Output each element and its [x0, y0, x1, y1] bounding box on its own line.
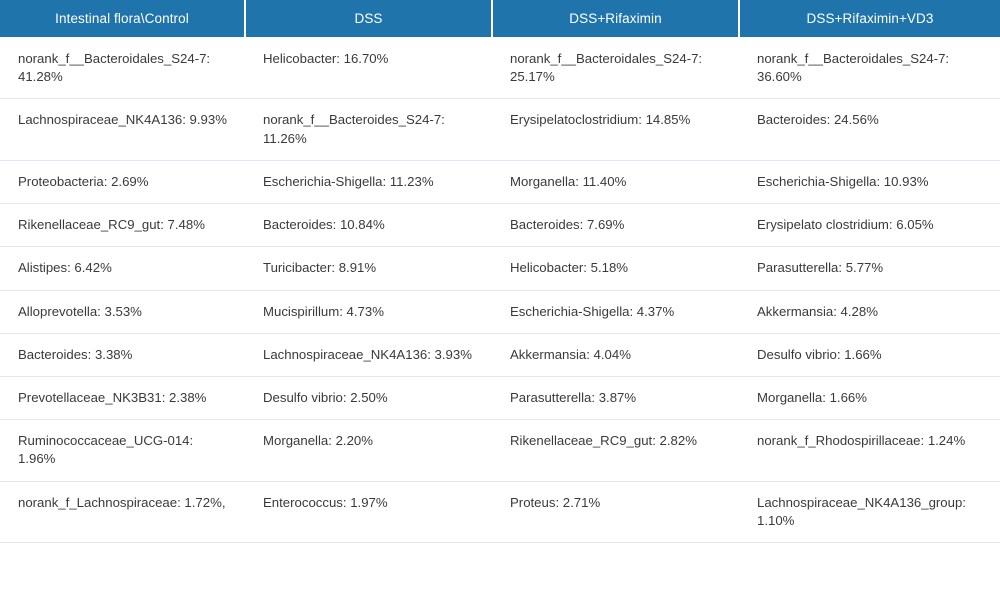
cell-dss: Helicobacter: 16.70% — [245, 38, 492, 99]
cell-dss-rifaximin: Proteus: 2.71% — [492, 481, 739, 542]
table-row — [0, 160, 1000, 203]
cell-control: Bacteroides: 3.38% — [0, 333, 245, 376]
cell-dss: norank_f__Bacteroides_S24-7: 11.26% — [245, 99, 492, 160]
table-header-row — [0, 0, 1000, 38]
cell-dss-rifaximin-vd3: Morganella: 1.66% — [739, 376, 1000, 419]
table-row — [0, 333, 1000, 376]
table-row — [0, 99, 1000, 160]
cell-dss: Lachnospiraceae_NK4A136: 3.93% — [245, 333, 492, 376]
cell-dss-rifaximin-vd3: Lachnospiraceae_NK4A136_group: 1.10% — [739, 481, 1000, 542]
cell-dss: Desulfo vibrio: 2.50% — [245, 376, 492, 419]
table-row — [0, 204, 1000, 247]
table-row — [0, 290, 1000, 333]
column-header-dss: DSS — [245, 0, 492, 38]
cell-control: norank_f_Lachnospiraceae: 1.72%, — [0, 481, 245, 542]
cell-dss: Turicibacter: 8.91% — [245, 247, 492, 290]
cell-dss-rifaximin: Bacteroides: 7.69% — [492, 204, 739, 247]
cell-dss-rifaximin-vd3: Bacteroides: 24.56% — [739, 99, 1000, 160]
table-body — [0, 38, 1000, 543]
cell-dss: Enterococcus: 1.97% — [245, 481, 492, 542]
cell-dss-rifaximin: Rikenellaceae_RC9_gut: 2.82% — [492, 420, 739, 481]
column-header-dss-rifaximin: DSS+Rifaximin — [492, 0, 739, 38]
cell-dss-rifaximin-vd3: Escherichia-Shigella: 10.93% — [739, 160, 1000, 203]
cell-dss-rifaximin-vd3: norank_f_Rhodospirillaceae: 1.24% — [739, 420, 1000, 481]
table-row — [0, 481, 1000, 542]
cell-dss-rifaximin: Parasutterella: 3.87% — [492, 376, 739, 419]
cell-control: Alistipes: 6.42% — [0, 247, 245, 290]
cell-dss-rifaximin: Erysipelatoclostridium: 14.85% — [492, 99, 739, 160]
cell-control: Ruminococcaceae_UCG-014: 1.96% — [0, 420, 245, 481]
cell-control: Prevotellaceae_NK3B31: 2.38% — [0, 376, 245, 419]
cell-dss: Escherichia-Shigella: 11.23% — [245, 160, 492, 203]
table-header — [0, 0, 1000, 38]
cell-dss: Bacteroides: 10.84% — [245, 204, 492, 247]
column-header-control: Intestinal flora\Control — [0, 0, 245, 38]
table-row — [0, 38, 1000, 99]
cell-control: Lachnospiraceae_NK4A136: 9.93% — [0, 99, 245, 160]
cell-dss-rifaximin-vd3: Desulfo vibrio: 1.66% — [739, 333, 1000, 376]
cell-dss-rifaximin: Akkermansia: 4.04% — [492, 333, 739, 376]
cell-dss-rifaximin-vd3: Parasutterella: 5.77% — [739, 247, 1000, 290]
column-header-dss-rifaximin-vd3: DSS+Rifaximin+VD3 — [739, 0, 1000, 38]
table-row — [0, 247, 1000, 290]
cell-control: norank_f__Bacteroidales_S24-7: 41.28% — [0, 38, 245, 99]
cell-dss: Morganella: 2.20% — [245, 420, 492, 481]
cell-control: Alloprevotella: 3.53% — [0, 290, 245, 333]
cell-dss-rifaximin: Helicobacter: 5.18% — [492, 247, 739, 290]
cell-control: Rikenellaceae_RC9_gut: 7.48% — [0, 204, 245, 247]
table-row — [0, 376, 1000, 419]
cell-dss-rifaximin: Morganella: 11.40% — [492, 160, 739, 203]
cell-dss-rifaximin-vd3: Akkermansia: 4.28% — [739, 290, 1000, 333]
table-row — [0, 420, 1000, 481]
cell-dss-rifaximin-vd3: norank_f__Bacteroidales_S24-7: 36.60% — [739, 38, 1000, 99]
cell-dss: Mucispirillum: 4.73% — [245, 290, 492, 333]
cell-control: Proteobacteria: 2.69% — [0, 160, 245, 203]
cell-dss-rifaximin: norank_f__Bacteroidales_S24-7: 25.17% — [492, 38, 739, 99]
cell-dss-rifaximin: Escherichia-Shigella: 4.37% — [492, 290, 739, 333]
cell-dss-rifaximin-vd3: Erysipelato clostridium: 6.05% — [739, 204, 1000, 247]
